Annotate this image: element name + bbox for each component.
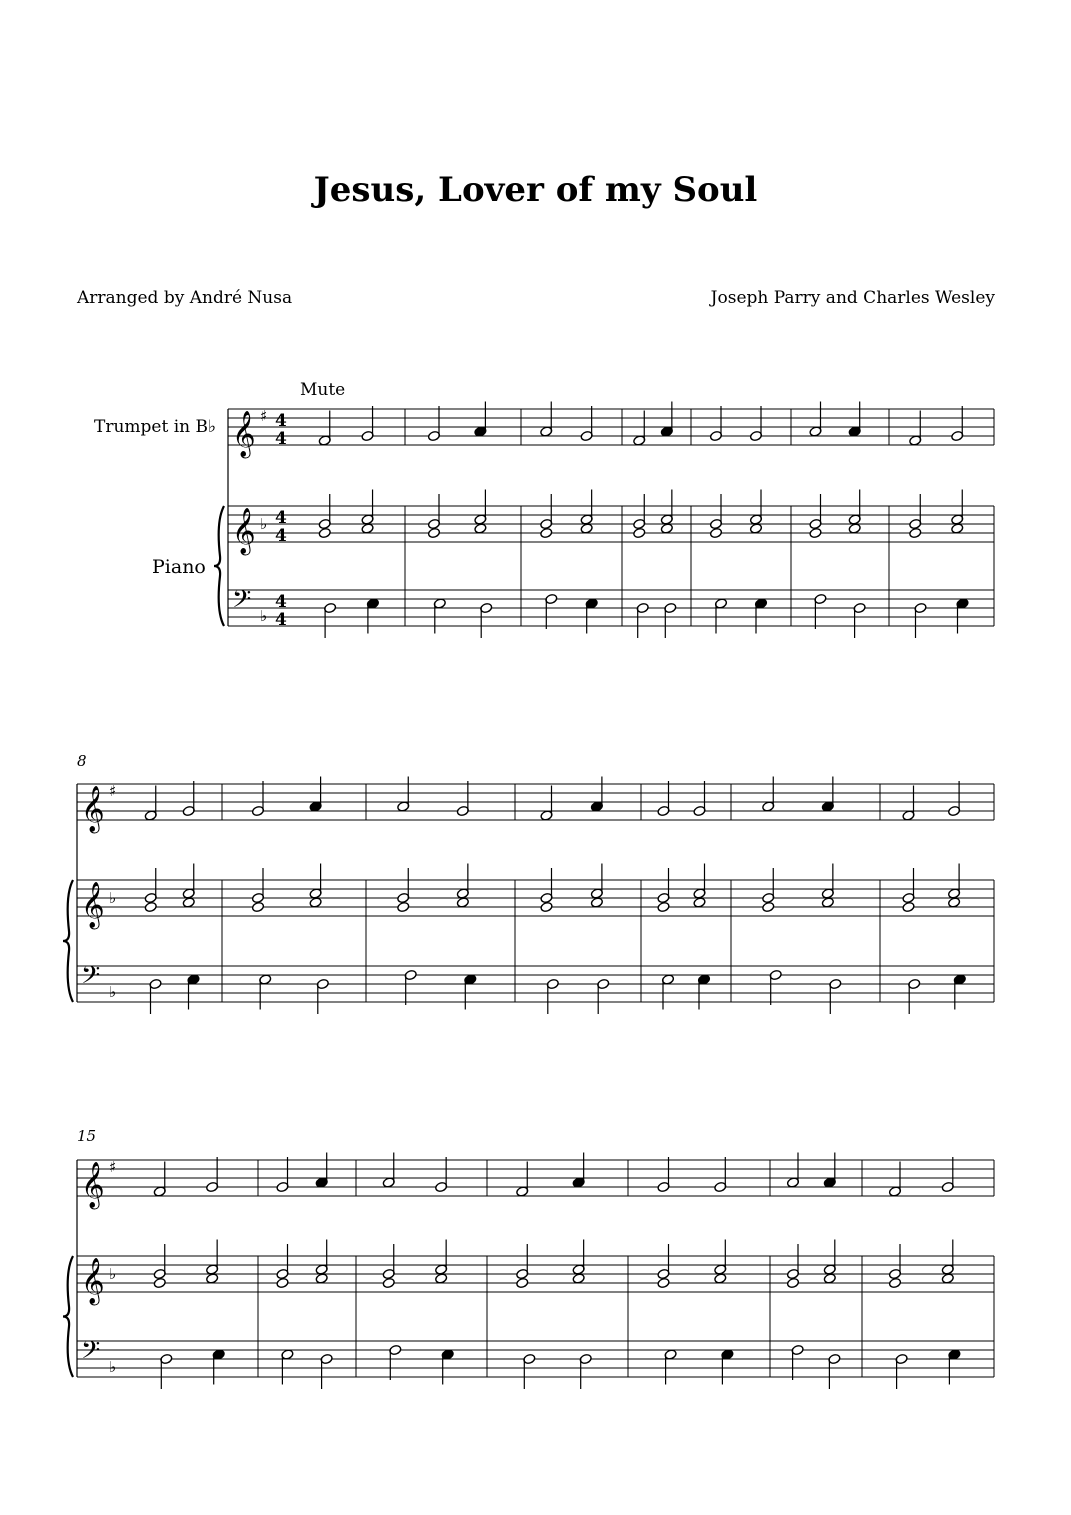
piano-label: Piano [152, 556, 206, 578]
key-signature-flat: ♭ [260, 515, 268, 533]
piano-chord-note [315, 1273, 328, 1284]
piano-chord-note [474, 523, 487, 534]
piano-chord-note [657, 901, 670, 912]
piano-chord-note [809, 527, 822, 538]
piano-brace [63, 880, 73, 1002]
piano-chord-note [435, 1273, 448, 1284]
piano-chord-note [206, 1273, 219, 1284]
key-signature-sharp: ♯ [109, 782, 117, 800]
piano-chord-note [540, 901, 553, 912]
piano-chord-note [456, 897, 469, 908]
piano-chord-note [144, 901, 157, 912]
piano-chord-note [762, 901, 775, 912]
key-signature-flat: ♭ [109, 983, 117, 1001]
piano-chord-note [572, 1273, 585, 1284]
piano-chord-note [397, 901, 410, 912]
piano-chord-note [941, 1273, 954, 1284]
arranger-credit: Arranged by André Nusa [77, 288, 293, 308]
time-signature-denominator: 4 [275, 526, 287, 546]
treble-clef: 𝄞 [81, 1162, 105, 1208]
piano-chord-note [823, 1273, 836, 1284]
time-signature-numerator: 4 [275, 592, 287, 612]
key-signature-flat: ♭ [109, 1265, 117, 1283]
treble-clef: 𝄞 [232, 411, 256, 457]
key-signature-flat: ♭ [260, 607, 268, 625]
piano-chord-note [540, 527, 553, 538]
key-signature-flat: ♭ [109, 889, 117, 907]
piano-chord-note [382, 1277, 395, 1288]
piano-chord-note [709, 527, 722, 538]
piano-chord-note [427, 527, 440, 538]
piano-chord-note [590, 897, 603, 908]
time-signature-denominator: 4 [275, 429, 287, 449]
key-signature-flat: ♭ [109, 1358, 117, 1376]
treble-clef: 𝄞 [81, 1258, 105, 1304]
piano-brace [214, 506, 224, 626]
piano-chord-note [276, 1277, 289, 1288]
bass-clef: 𝄢 [81, 1336, 101, 1371]
mute-marking: Mute [300, 380, 346, 400]
piano-chord-note [693, 897, 706, 908]
piano-chord-note [786, 1277, 799, 1288]
bass-clef: 𝄢 [232, 585, 252, 620]
piece-title: Jesus, Lover of my Soul [313, 170, 758, 210]
piano-chord-note [251, 901, 264, 912]
composer-credit: Joseph Parry and Charles Wesley [710, 288, 995, 308]
piano-chord-note [657, 1277, 670, 1288]
piano-chord-note [951, 523, 964, 534]
time-signature-numerator: 4 [275, 411, 287, 431]
piano-chord-note [902, 901, 915, 912]
piano-chord-note [660, 523, 673, 534]
piano-chord-note [888, 1277, 901, 1288]
time-signature-numerator: 4 [275, 508, 287, 528]
treble-clef: 𝄞 [232, 508, 256, 554]
measure-number-8: 8 [77, 752, 87, 770]
piano-chord-note [714, 1273, 727, 1284]
measure-number-15: 15 [77, 1127, 97, 1145]
piano-chord-note [909, 527, 922, 538]
treble-clef: 𝄞 [81, 786, 105, 832]
piano-chord-note [318, 527, 331, 538]
key-signature-sharp: ♯ [109, 1158, 117, 1176]
treble-clef: 𝄞 [81, 882, 105, 928]
piano-chord-note [749, 523, 762, 534]
piano-chord-note [516, 1277, 529, 1288]
piano-chord-note [821, 897, 834, 908]
time-signature-denominator: 4 [275, 610, 287, 630]
piano-chord-note [633, 527, 646, 538]
bass-clef: 𝄢 [81, 961, 101, 996]
key-signature-sharp: ♯ [260, 407, 268, 425]
piano-chord-note [153, 1277, 166, 1288]
piano-chord-note [948, 897, 961, 908]
piano-brace [63, 1256, 73, 1377]
piano-chord-note [309, 897, 322, 908]
piano-chord-note [182, 897, 195, 908]
piano-chord-note [580, 523, 593, 534]
piano-chord-note [361, 523, 374, 534]
piano-chord-note [848, 523, 861, 534]
trumpet-label: Trumpet in B♭ [94, 417, 217, 437]
